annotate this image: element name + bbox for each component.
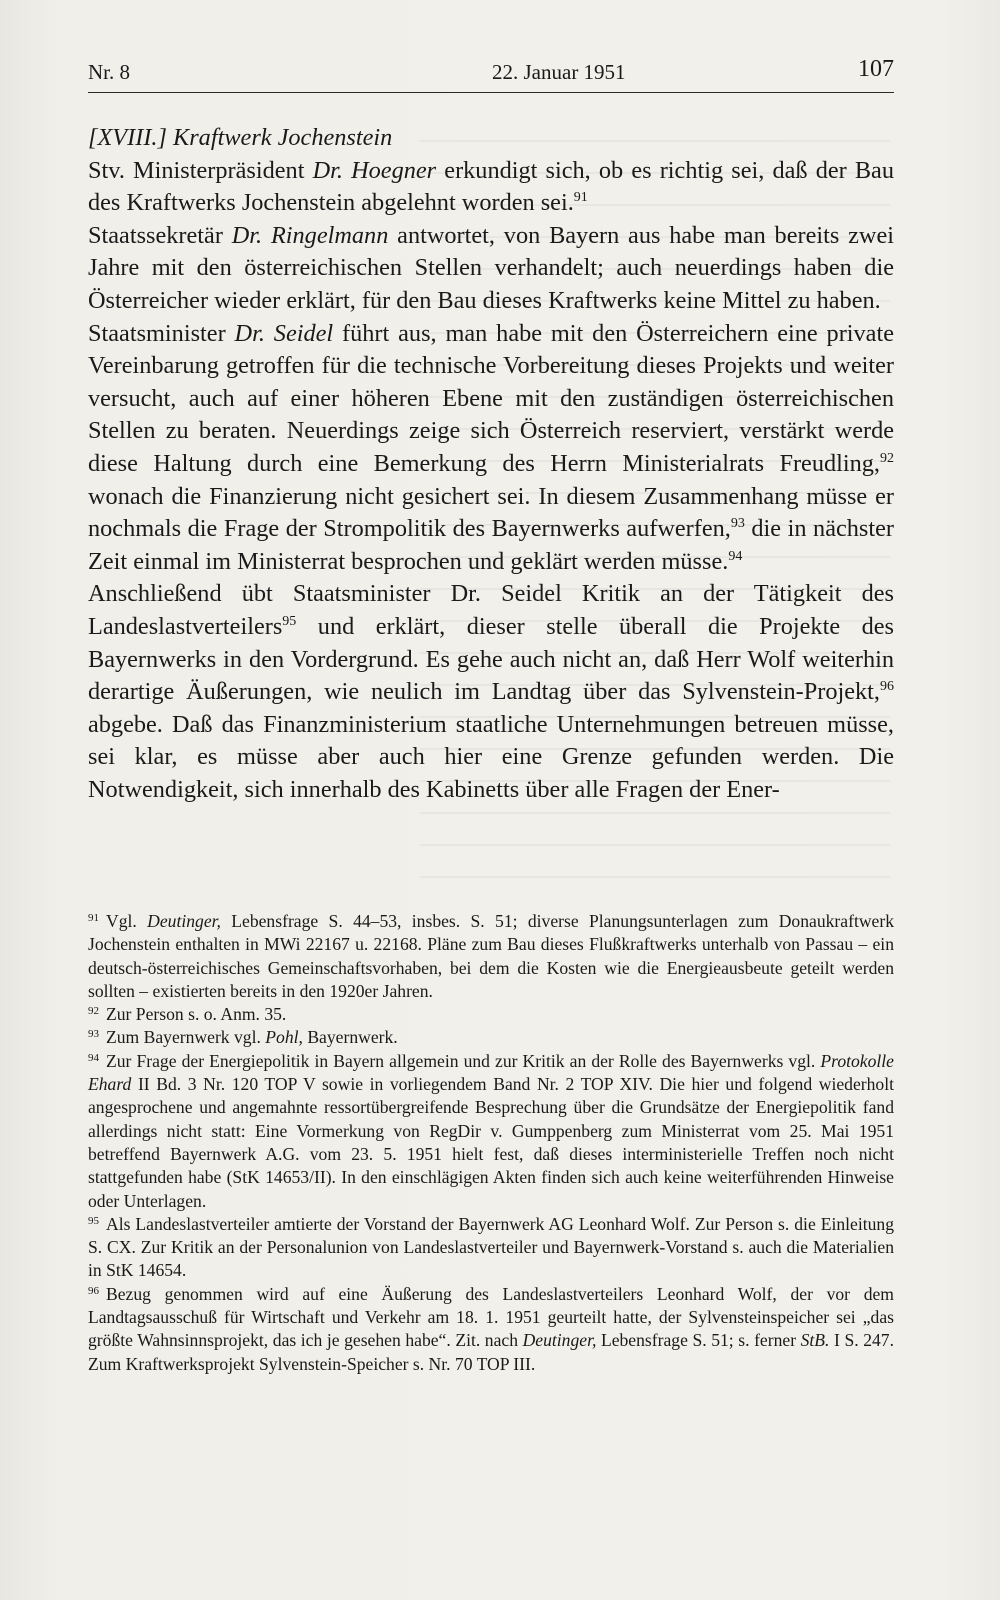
footnote-author: Deutinger, [147, 911, 221, 931]
footnote-94: 94 Zur Frage der Energiepolitik in Bayern allgemein und zur Kritik an der Rolle des Bayernwerks vgl. Protokolle Ehard II Bd. 3 Nr. 120 TOP V sowie in vorliegendem Band Nr. 2 TOP XIV. Die hier und folgend wiederholt angesprochene und angemahnte ressortübergreifende Besprechung über die Grundsätze der Energiepolitik fand allerdings nicht statt: Eine Vormerkung von RegDir v. Gumppenberg zum Ministerrat vom 25. Mai 1951 betreffend Bayernwerk A.G. vom 23. 5. 1951 hielt fest, daß dieses interministerielle Treffen noch nicht stattgefunden habe (StK 14653/II). In den einschlägigen Akten finden sich auch keine weiterführenden Hinweise oder Unterlagen. [88, 1050, 894, 1211]
p3-text-a: Staatsminister [88, 319, 235, 347]
footnote-96: 96 Bezug genommen wird auf eine Äußerung des Landeslastverteilers Leonhard Wolf, der vor dem Landtagsausschuß für Wirtschaft und Verkehr am 18. 1. 1951 geurteilt hatte, der Sylvensteinspeicher sei „das größte Wahnsinnsprojekt, das ich je gesehen habe“. Zit. nach Deutinger, Lebensfrage S. 51; s. ferner StB. I S. 247. Zum Kraftwerksprojekt Sylvenstein-Speicher s. Nr. 70 TOP III. [88, 1283, 894, 1374]
p1-text-a: Stv. Ministerpräsident [88, 156, 313, 184]
footnote-text-a: Zur Frage der Energiepolitik in Bayern allgemein und zur Kritik an der Rolle des Bayernwerks vgl. [106, 1050, 821, 1071]
paragraph-1 [88, 155, 894, 220]
p2-text-a: Staatssekretär [88, 221, 232, 249]
footnote-text-c: Lebensfrage S. 51; s. ferner [596, 1330, 801, 1351]
p4-text-c: abgebe. Daß das Finanzministerium staatliche Unternehmungen betreuen müsse, sei klar, es müsse aber auch hier eine Grenze gefunden werden. Die Notwendigkeit, sich innerhalb des Kabinetts über alle Fragen der Ener- [88, 710, 894, 803]
footnote-ref-94[interactable]: 94 [728, 548, 743, 564]
footnote-author: Pohl, [265, 1027, 303, 1048]
p3-name: Dr. Seidel [234, 319, 334, 347]
running-header [88, 56, 894, 93]
page-number: 107 [858, 56, 894, 82]
footnote-author: Deutinger, [522, 1330, 597, 1351]
footnote-text-a: Als Landeslastverteiler amtierte der Vorstand der Bayernwerk AG Leonhard Wolf. Zur Person s. die Einleitung S. CX. Zur Kritik an der Personalunion von Landeslastverteiler und Bayernwerk-Vorstand s. auch die Materialien in StK 14654. [88, 1213, 894, 1281]
footnote-92: 92 Zur Person s. o. Anm. 35. [88, 1004, 287, 1025]
section-title: [XVIII.] Kraftwerk Jochenstein [88, 124, 393, 151]
footnote-ref-91[interactable]: 91 [573, 190, 588, 206]
footnote-text-a: Zur Person s. o. Anm. 35. [106, 1004, 287, 1025]
footnote-text-e: I S. 247. Zum Kraftwerksprojekt Sylvenstein-Speicher s. Nr. 70 TOP III. [88, 1330, 894, 1374]
footnote-95: 95 Als Landeslastverteiler amtierte der Vorstand der Bayernwerk AG Leonhard Wolf. Zur Person s. die Einleitung S. CX. Zur Kritik an der Personalunion von Landeslastverteiler und Bayernwerk-Vorstand s. auch die Materialien in StK 14654. [88, 1213, 894, 1281]
footnote-93: 93 Zum Bayernwerk vgl. Pohl, Bayernwerk. [88, 1027, 398, 1048]
p1-name: Dr. Hoegner [312, 156, 437, 184]
p4-text-a: Anschließend übt Staatsminister Dr. Seidel Kritik an der Tätigkeit des Landeslastverteilers [88, 580, 894, 640]
footnote-text-c: II Bd. 3 Nr. 120 TOP V sowie in vorliegendem Band Nr. 2 TOP XIV. Die hier und folgend wiederholt angesprochene und angemahnte ressortübergreifende Besprechung über die Grundsätze der Energiepolitik fand allerdings nicht statt: Eine Vormerkung von RegDir v. Gumppenberg zum Ministerrat vom 25. Mai 1951 betreffend Bayernwerk A.G. vom 23. 5. 1951 hielt fest, daß dieses interministerielle Treffen noch nicht stattgefunden habe (StK 14653/II). In den einschlägigen Akten finden sich auch keine weiterführenden Hinweise oder Unterlagen. [88, 1074, 894, 1211]
footnotes [88, 910, 894, 1376]
footnote-text-a: Zum Bayernwerk vgl. [106, 1027, 266, 1048]
footnote-ref-92[interactable]: 92 [880, 450, 894, 466]
footnote-text-a: Vgl. [106, 911, 148, 931]
p3-text-e: die in nächster Zeit einmal im Ministerrat besprochen und geklärt werden müsse. [88, 515, 894, 575]
issue-number: Nr. 8 [88, 60, 130, 84]
p3-text-c: führt aus, man habe mit den Österreichern eine private Vereinbarung getroffen für die technische Vorbereitung dieses Projekts und weiter versucht, auch auf einer höheren Ebene mit den zuständigen österreichischen Stellen zu beraten. Neuerdings zeige sich Österreich reserviert, verstärkt werde diese Haltung durch eine Bemerkung des Herrn Ministerialrats Freudling, [88, 319, 895, 477]
header-date: 22. Januar 1951 [492, 60, 626, 84]
footnote-ref-95[interactable]: 95 [282, 613, 297, 629]
p4-text-b: und erklärt, dieser stelle überall die Projekte des Bayernwerks in den Vordergrund. Es gehe auch nicht an, daß Herr Wolf weiterhin derartige Äußerungen, wie neulich im Landtag über das Sylvenstein-Projekt, [88, 612, 894, 706]
p3-text-d: wonach die Finanzierung nicht gesichert sei. In diesem Zusammenhang müsse er nochmals die Frage der Strompolitik des Bayernwerks aufwerfen, [88, 482, 894, 543]
footnote-ref-93[interactable]: 93 [730, 516, 745, 532]
footnote-text-c: Lebensfrage S. 44–53, insbes. S. 51; diverse Planungsunterlagen zum Donaukraftwerk Jochenstein enthalten in MWi 22167 u. 22168. Pläne zum Bau dieses Flußkraftwerks unterhalb von Passau – ein deutsch-österreichisches Gemeinschaftsvorhaben, bei dem die Kosten wie die Energieausbeute geteilt werden sollten – existierten bereits in den 1920er Jahren. [88, 911, 895, 1001]
main-text [88, 122, 894, 806]
paragraph-2 [88, 220, 894, 318]
paragraph-3 [88, 318, 894, 579]
paragraph-4 [88, 578, 894, 806]
footnote-text-c: Bayernwerk. [302, 1027, 398, 1048]
footnote-ref-96[interactable]: 96 [880, 679, 894, 695]
footnote-91: 91 Vgl. Deutinger, Lebensfrage S. 44–53, insbes. S. 51; diverse Planungsunterlagen zum Donaukraftwerk Jochenstein enthalten in MWi 22167 u. 22168. Pläne zum Bau dieses Flußkraftwerks unterhalb von Passau – ein deutsch-österreichisches Gemeinschaftsvorhaben, bei dem die Kosten wie die Energieausbeute geteilt werden sollten – existierten bereits in den 1920er Jahren. [88, 911, 895, 1001]
footnote-source: StB. [800, 1330, 830, 1351]
p1-text-c: erkundigt sich, ob es richtig sei, daß der Bau des Kraftwerks Jochenstein abgelehnt worden sei. [88, 156, 894, 217]
footnote-text-a: Bezug genommen wird auf eine Äußerung des Landeslastverteilers Leonhard Wolf, der vor dem Landtagsausschuß für Wirtschaft und Verkehr am 18. 1. 1951 geurteilt hatte, der Sylvensteinspeicher sei „das größte Wahnsinnsprojekt, das ich je gesehen habe“. Zit. nach [88, 1283, 894, 1351]
footnote-source: Protokolle Ehard [88, 1050, 894, 1095]
p2-text-c: antwortet, von Bayern aus habe man bereits zwei Jahre mit den österreichischen Stellen verhandelt; auch neuerdings haben die Österreicher wieder erklärt, für den Bau dieses Kraftwerks keine Mittel zu haben. [88, 221, 894, 314]
p2-name: Dr. Ringelmann [231, 221, 389, 249]
